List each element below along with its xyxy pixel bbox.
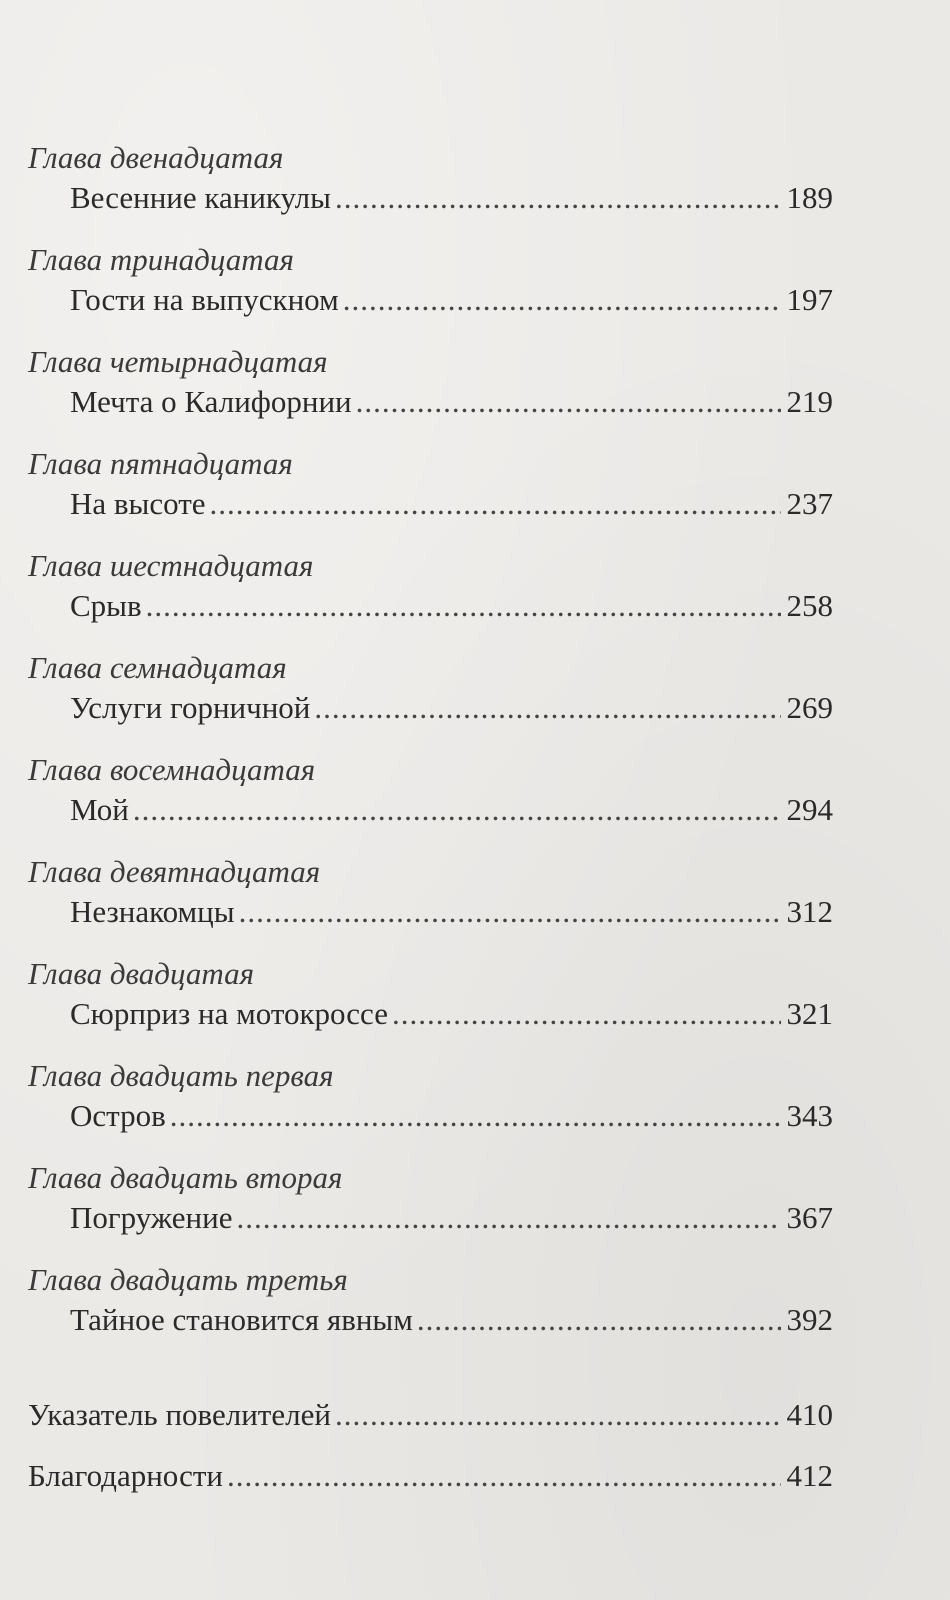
dot-leader [335,1395,781,1435]
toc-chapter [28,750,833,852]
page-number: 312 [786,894,833,929]
dot-leader [314,688,781,728]
chapter-label: Глава двадцать первая [28,1058,334,1093]
toc-entry [28,688,833,728]
chapter-label: Глава двадцатая [28,956,255,991]
chapter-title: Услуги горничной [70,690,311,725]
dot-leader [343,280,781,320]
toc-entry [28,280,833,320]
chapter-label: Глава тринадцатая [28,242,294,277]
toc-chapter [28,342,833,444]
toc-entry [28,1395,833,1456]
toc-chapter [28,852,833,954]
page-number: 321 [786,996,833,1031]
chapter-label: Глава семнадцатая [28,650,287,685]
table-of-contents [28,138,833,1362]
page-number: 197 [786,282,833,317]
chapter-title: Срыв [70,588,142,623]
toc-entry [28,994,833,1034]
toc-entry [28,178,833,218]
chapter-label: Глава девятнадцатая [28,854,321,889]
page-number: 237 [786,486,833,521]
page-number: 412 [786,1458,833,1493]
toc-entry [28,484,833,524]
page-number: 410 [786,1397,833,1432]
chapter-title: Гости на выпускном [70,282,339,317]
back-matter-title: Благодарности [28,1458,223,1493]
dot-leader [237,1198,782,1238]
toc-chapter [28,1158,833,1260]
back-matter [28,1395,833,1517]
page-number: 258 [786,588,833,623]
toc-entry [28,1096,833,1136]
chapter-label: Глава двадцать третья [28,1262,348,1297]
toc-entry [28,1456,833,1517]
chapter-title: Погружение [70,1200,233,1235]
page-number: 294 [786,792,833,827]
dot-leader [335,178,781,218]
chapter-label: Глава шестнадцатая [28,548,314,583]
page-number: 392 [786,1302,833,1337]
dot-leader [356,382,781,422]
toc-entry [28,586,833,626]
toc-entry [28,892,833,932]
page-number: 343 [786,1098,833,1133]
dot-leader [170,1096,781,1136]
chapter-title: Весенние каникулы [70,180,331,215]
chapter-label: Глава двенадцатая [28,140,284,175]
page-number: 367 [786,1200,833,1235]
chapter-title: Тайное становится явным [70,1302,413,1337]
back-matter-title: Указатель повелителей [28,1397,331,1432]
toc-chapter [28,240,833,342]
toc-entry [28,1300,833,1340]
dot-leader [227,1456,781,1496]
toc-chapter [28,138,833,240]
chapter-label: Глава двадцать вторая [28,1160,343,1195]
dot-leader [146,586,781,626]
toc-chapter [28,546,833,648]
toc-entry [28,790,833,830]
toc-chapter [28,954,833,1056]
toc-chapter [28,1056,833,1158]
page-number: 189 [786,180,833,215]
chapter-label: Глава пятнадцатая [28,446,293,481]
chapter-label: Глава четырнадцатая [28,344,328,379]
toc-chapter [28,1260,833,1362]
dot-leader [239,892,781,932]
toc-chapter [28,444,833,546]
chapter-title: Остров [70,1098,166,1133]
toc-entry [28,1198,833,1238]
chapter-title: Мечта о Калифорнии [70,384,352,419]
chapter-title: Сюрприз на мотокроссе [70,996,388,1031]
dot-leader [392,994,781,1034]
chapter-label: Глава восемнадцатая [28,752,316,787]
page-number: 219 [786,384,833,419]
dot-leader [417,1300,781,1340]
chapter-title: Мой [70,792,129,827]
chapter-title: На высоте [70,486,206,521]
dot-leader [133,790,781,830]
toc-chapter [28,648,833,750]
page-number: 269 [786,690,833,725]
toc-entry [28,382,833,422]
dot-leader [210,484,781,524]
chapter-title: Незнакомцы [70,894,235,929]
